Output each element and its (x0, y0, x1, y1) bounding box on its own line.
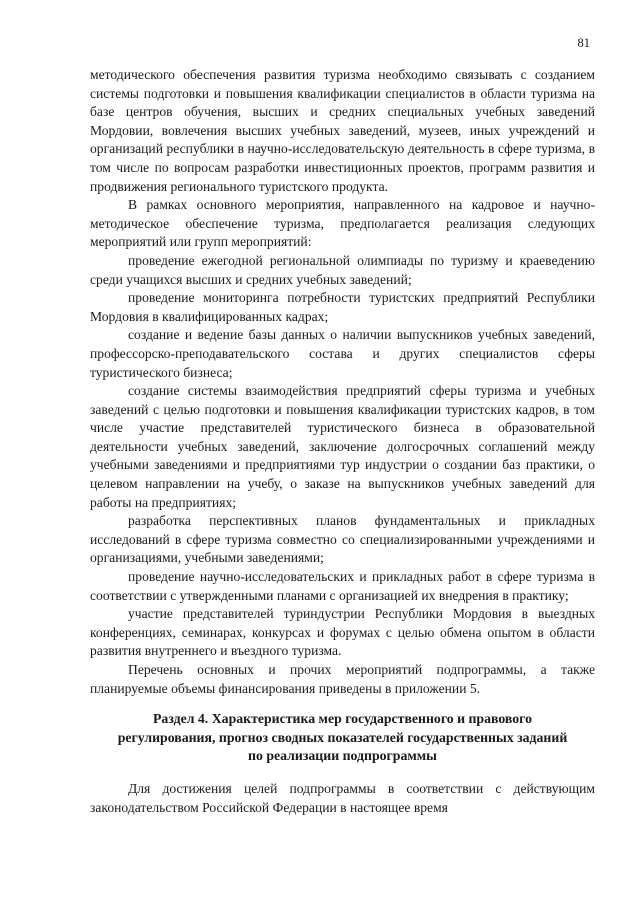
paragraph-continuation: методического обеспечения развития туризма необходимо связывать с созданием системы подготовки и повышения квалификации специалистов в области туризма на базе центров обучения, высших и средних специальных учебных заведений Мордовии, вовлечения высших учебных заведений, музеев, иных учреждений и организаций республики в научно-исследовательскую деятельность в сфере туризма, в том числе по вопросам разработки инвестиционных проектов, программ развития и продвижения регионального туристского продукта. (90, 67, 595, 194)
list-item: создание и ведение базы данных о наличии выпускников учебных заведений, профессорско-преподавательского состава и других специалистов сферы туристического бизнеса; (90, 327, 595, 380)
section-heading (90, 710, 595, 766)
paragraph: Перечень основных и прочих мероприятий подпрограммы, а также планируемые объемы финансирования приведены в приложении 5. (90, 662, 595, 696)
list-item: создание системы взаимодействия предприятий сферы туризма и учебных заведений с целью подготовки и повышения квалификации туристских кадров, в том числе участие представителей туристического бизнеса в образовательной деятельности учебных заведений, заключение долгосрочных соглашений между учебными заведениями и предприятиями тур индустрии о создании баз практики, о целевом направлении на учебу, о заказе на выпускников учебных заведений для работы на предприятиях; (90, 383, 595, 510)
list-item: участие представителей туриндустрии Республики Мордовия в выездных конференциях, семинарах, конкурсах и форумах с целью обмена опытом в области развития внутреннего и въездного туризма. (90, 606, 595, 659)
section-heading-line: Раздел 4. Характеристика мер государственного и правового (153, 711, 532, 726)
section-paragraph: Для достижения целей подпрограммы в соответствии с действующим законодательством Российской Федерации в настоящее время (90, 781, 595, 815)
list-item: разработка перспективных планов фундаментальных и прикладных исследований в сфере туризма совместно со специализированными учреждениями и организациями, учебными заведениями; (90, 513, 595, 566)
document-body (90, 66, 595, 698)
section-heading-line: по реализации подпрограммы (248, 748, 437, 764)
page-number: 81 (577, 36, 590, 50)
section-heading-line: регулирования, прогноз сводных показателей государственных заданий (117, 729, 568, 745)
paragraph: В рамках основного мероприятия, направленного на кадровое и научно-методическое обеспечение туризма, предполагается реализация следующих мероприятий или групп мероприятий: (90, 197, 595, 250)
list-item: проведение ежегодной региональной олимпиады по туризму и краеведению среди учащихся высших и средних учебных заведений; (90, 252, 595, 287)
list-item: проведение мониторинга потребности туристских предприятий Республики Мордовия в квалифицированных кадрах; (90, 290, 595, 324)
list-item: проведение научно-исследовательских и прикладных работ в сфере туризма в соответствии с утвержденными планами с организацией их внедрения в практику; (90, 569, 595, 603)
